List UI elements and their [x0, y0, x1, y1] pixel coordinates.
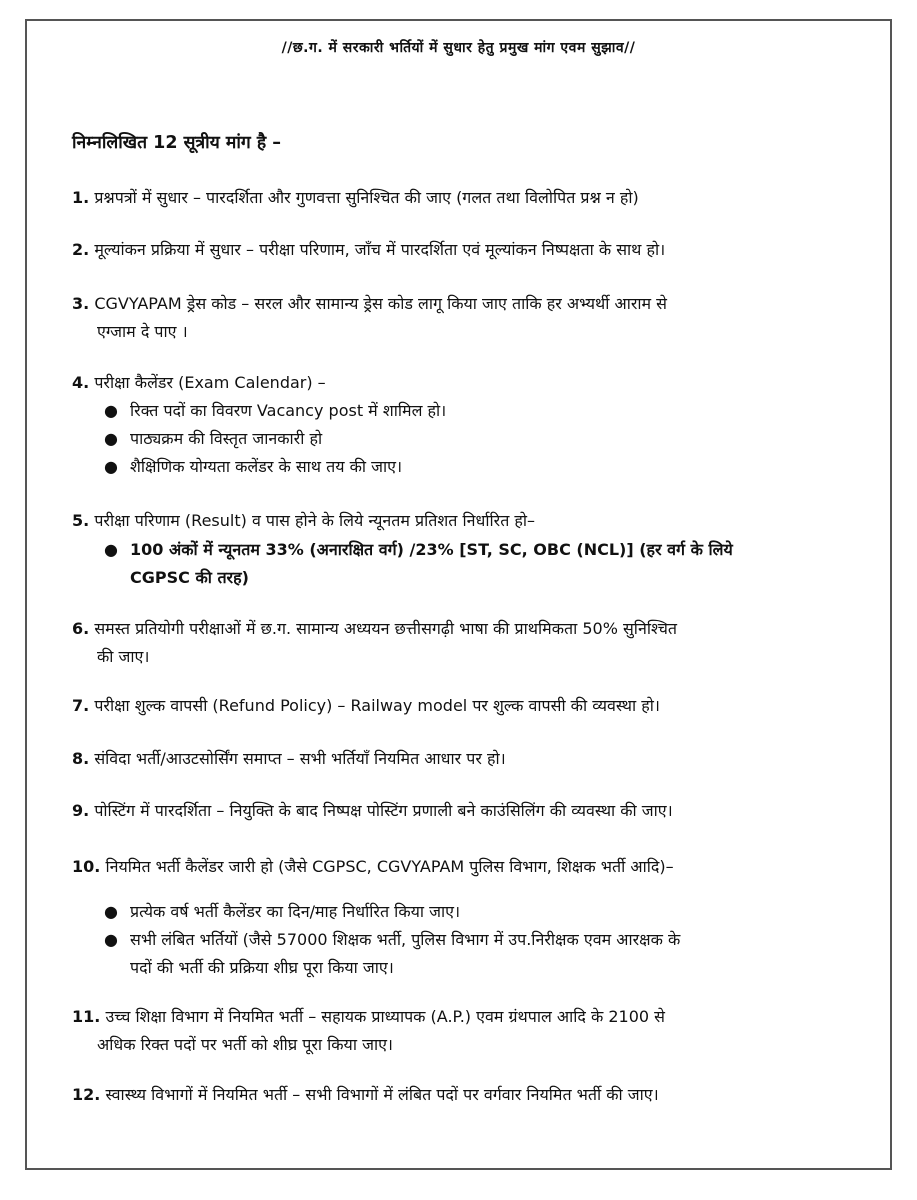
list-item-9 [72, 797, 867, 825]
bullet-item [104, 536, 733, 592]
item-number: 3. [72, 294, 90, 313]
item-text: मूल्यांकन प्रक्रिया में सुधार – परीक्षा परिणाम, जाँच में पारदर्शिता एवं मूल्यांकन निष्पक्षता के साथ हो। [94, 240, 666, 259]
bullet-text: रिक्त पदों का विवरण Vacancy post में शामिल हो। [130, 401, 447, 420]
item-text: पोस्टिंग में पारदर्शिता – नियुक्ति के बाद निष्पक्ष पोस्टिंग प्रणाली बने काउंसिलिंग की व्यवस्था की जाए। [94, 801, 673, 820]
bullet-icon: ● [104, 540, 118, 559]
item-text: परीक्षा शुल्क वापसी (Refund Policy) – Railway model पर शुल्क वापसी की व्यवस्था हो। [94, 696, 660, 715]
bullet-text-continuation: पदों की भर्ती की प्रक्रिया शीघ्र पूरा किया जाए। [130, 958, 394, 977]
item-number: 5. [72, 511, 90, 530]
item-text: परीक्षा परिणाम (Result) व पास होने के लिये न्यूनतम प्रतिशत निर्धारित हो– [94, 511, 536, 530]
intro-text: निम्नलिखित 12 सूत्रीय मांग है – [72, 133, 281, 153]
bullet-icon: ● [104, 401, 118, 420]
item-text: परीक्षा कैलेंडर (Exam Calendar) – [94, 373, 326, 392]
bullet-text: 100 अंकों में न्यूनतम 33% (अनारक्षित वर्ग) /23% [ST, SC, OBC (NCL)] (हर वर्ग के लिये [130, 540, 733, 559]
bullet-text: पाठ्यक्रम की विस्तृत जानकारी हो [130, 429, 323, 448]
item-number: 4. [72, 373, 90, 392]
item-continuation: की जाए। [97, 647, 150, 666]
item-text: नियमित भर्ती कैलेंडर जारी हो (जैसे CGPSC, CGVYAPAM पुलिस विभाग, शिक्षक भर्ती आदि)– [105, 857, 674, 876]
item-number: 2. [72, 240, 90, 259]
list-item-12 [72, 1081, 867, 1109]
item-text: उच्च शिक्षा विभाग में नियमित भर्ती – सहायक प्राध्यापक (A.P.) एवम ग्रंथपाल आदि के 2100 से [105, 1007, 666, 1026]
item-continuation: एग्जाम दे पाए । [97, 322, 188, 341]
item-number: 11. [72, 1007, 101, 1026]
list-item-10 [72, 853, 867, 881]
bullet-item [104, 397, 446, 425]
list-item-4 [72, 369, 867, 397]
item-number: 1. [72, 188, 90, 207]
bullet-item [104, 425, 322, 453]
bullet-icon: ● [104, 429, 118, 448]
bullet-icon: ● [104, 902, 118, 921]
item-number: 7. [72, 696, 90, 715]
bullet-text-continuation: CGPSC की तरह) [130, 568, 249, 587]
list-item-8 [72, 745, 867, 773]
bullet-icon: ● [104, 930, 118, 949]
list-item-1 [72, 184, 867, 212]
item-text: CGVYAPAM ड्रेस कोड – सरल और सामान्य ड्रेस कोड लागू किया जाए ताकि हर अभ्यर्थी आराम से [94, 294, 667, 313]
item-text: स्वास्थ्य विभागों में नियमित भर्ती – सभी विभागों में लंबित पदों पर वर्गवार नियमित भर्ती की जाए। [105, 1085, 659, 1104]
page-title: //छ.ग. में सरकारी भर्तियों में सुधार हेतु प्रमुख मांग एवम सुझाव// [281, 40, 636, 56]
bullet-item [104, 898, 460, 926]
list-item-2 [72, 236, 867, 264]
list-item-7 [72, 692, 867, 720]
item-number: 9. [72, 801, 90, 820]
bullet-item [104, 926, 680, 982]
list-item-5 [72, 507, 867, 535]
bullet-text: प्रत्येक वर्ष भर्ती कैलेंडर का दिन/माह निर्धारित किया जाए। [130, 902, 461, 921]
bullet-icon: ● [104, 457, 118, 476]
item-text: प्रश्नपत्रों में सुधार – पारदर्शिता और गुणवत्ता सुनिश्चित की जाए (गलत तथा विलोपित प्रश्न न हो) [94, 188, 639, 207]
item-number: 8. [72, 749, 90, 768]
bullet-text: सभी लंबित भर्तियों (जैसे 57000 शिक्षक भर्ती, पुलिस विभाग में उप.निरीक्षक एवम आरक्षक के [130, 930, 681, 949]
item-text: समस्त प्रतियोगी परीक्षाओं में छ.ग. सामान्य अध्ययन छत्तीसगढ़ी भाषा की प्राथमिकता 50% सुनिश्चित [94, 619, 678, 638]
bullet-item [104, 453, 402, 481]
bullet-text: शैक्षिणिक योग्यता कलेंडर के साथ तय की जाए। [130, 457, 403, 476]
item-number: 6. [72, 619, 90, 638]
list-item-6 [72, 615, 867, 671]
item-text: संविदा भर्ती/आउटसोर्सिंग समाप्त – सभी भर्तियाँ नियमित आधार पर हो। [94, 749, 506, 768]
list-item-3 [72, 290, 867, 346]
item-number: 10. [72, 857, 101, 876]
item-number: 12. [72, 1085, 101, 1104]
list-item-11 [72, 1003, 867, 1059]
item-continuation: अधिक रिक्त पदों पर भर्ती को शीघ्र पूरा किया जाए। [97, 1035, 393, 1054]
